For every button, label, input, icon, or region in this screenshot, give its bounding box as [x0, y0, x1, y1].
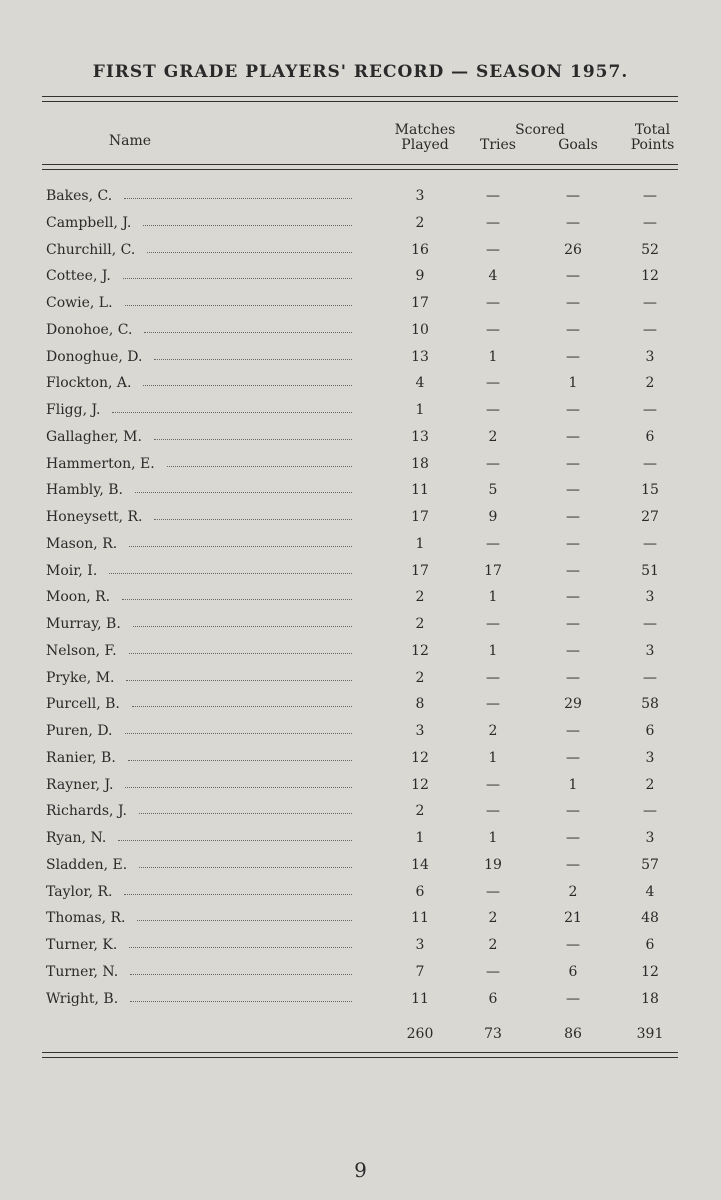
- total-points-cell: 57: [641, 856, 659, 873]
- total-points-cell: —: [643, 616, 657, 632]
- total-points-cell: —: [643, 803, 657, 820]
- goals-cell: —: [566, 455, 580, 472]
- matches-played-cell: 3: [415, 723, 425, 739]
- table-row: [0, 295, 721, 322]
- matches-played-cell: 13: [411, 428, 429, 445]
- tries-cell: —: [486, 616, 500, 632]
- total-points-cell: —: [643, 188, 657, 204]
- goals-cell: —: [566, 188, 580, 204]
- player-name: Campbell, J.: [46, 214, 132, 231]
- header-scored: Scored: [515, 122, 565, 138]
- matches-played-cell: 1: [415, 535, 425, 552]
- goals-cell: 1: [568, 375, 578, 392]
- total-points-cell: —: [643, 321, 657, 338]
- tries-cell: 1: [488, 642, 498, 659]
- tries-cell: 19: [484, 856, 502, 873]
- total-points: 391: [636, 1026, 664, 1042]
- table-row: [0, 670, 721, 697]
- dot-leader: [129, 947, 352, 948]
- table-row: [0, 803, 721, 830]
- tries-cell: —: [486, 455, 500, 472]
- matches-played-cell: 2: [415, 803, 425, 820]
- table-row: [0, 429, 721, 456]
- tries-cell: 1: [488, 589, 498, 606]
- dot-leader: [132, 706, 352, 707]
- player-name: Pryke, M.: [46, 669, 115, 686]
- table-row: [0, 536, 721, 563]
- matches-played-cell: 11: [411, 482, 429, 499]
- total-points-cell: 27: [641, 509, 659, 525]
- table-row: [0, 830, 721, 857]
- table-row: [0, 375, 721, 402]
- total-goals: 86: [564, 1026, 582, 1042]
- tries-cell: 2: [488, 910, 498, 927]
- total-points-cell: 3: [645, 589, 655, 606]
- total-points-cell: 6: [645, 723, 655, 739]
- table-row: [0, 991, 721, 1018]
- total-played: 260: [406, 1026, 434, 1042]
- goals-cell: —: [566, 589, 580, 606]
- total-points-cell: —: [643, 455, 657, 472]
- table-row: [0, 563, 721, 590]
- tries-cell: —: [486, 535, 500, 552]
- player-name: Purcell, B.: [46, 696, 120, 713]
- dot-leader: [137, 920, 352, 921]
- goals-cell: —: [566, 295, 580, 311]
- table-row: [0, 723, 721, 750]
- goals-cell: 29: [564, 696, 582, 713]
- table-row: [0, 215, 721, 242]
- tries-cell: 5: [488, 482, 498, 499]
- tries-cell: —: [486, 188, 500, 204]
- tries-cell: 1: [488, 830, 498, 846]
- player-name: Gallagher, M.: [46, 428, 142, 445]
- dot-leader: [154, 439, 352, 440]
- matches-played-cell: 9: [415, 268, 425, 285]
- tries-cell: 17: [484, 562, 502, 579]
- dot-leader: [125, 305, 352, 306]
- dot-leader: [130, 974, 352, 975]
- matches-played-cell: 14: [411, 856, 429, 873]
- matches-played-cell: 2: [415, 214, 425, 231]
- player-name: Mason, R.: [46, 535, 118, 552]
- tries-cell: 2: [488, 937, 498, 953]
- dot-leader: [129, 546, 352, 547]
- tries-cell: —: [486, 803, 500, 820]
- total-points-cell: 3: [645, 749, 655, 766]
- matches-played-cell: 13: [411, 348, 429, 365]
- dot-leader: [133, 626, 352, 627]
- totals-row: [0, 1026, 721, 1053]
- matches-played-cell: 10: [411, 321, 429, 338]
- matches-played-cell: 11: [411, 910, 429, 927]
- matches-played-cell: 12: [411, 749, 429, 766]
- header-tries: Tries: [480, 137, 516, 153]
- tries-cell: —: [486, 295, 500, 311]
- goals-cell: —: [566, 616, 580, 632]
- footer-rule: [42, 1052, 678, 1053]
- tries-cell: —: [486, 776, 500, 793]
- player-name: Honeysett, R.: [46, 509, 143, 525]
- dot-leader: [139, 813, 352, 814]
- tries-cell: —: [486, 375, 500, 392]
- goals-cell: —: [566, 990, 580, 1007]
- matches-played-cell: 1: [415, 830, 425, 846]
- table-row: [0, 456, 721, 483]
- matches-played-cell: 4: [415, 375, 425, 392]
- dot-leader: [129, 653, 352, 654]
- dot-leader: [143, 225, 352, 226]
- footer-rule-second: [42, 1057, 678, 1058]
- matches-played-cell: 16: [411, 241, 429, 258]
- total-points-cell: 48: [641, 910, 659, 927]
- player-name: Turner, K.: [46, 937, 118, 953]
- goals-cell: —: [566, 348, 580, 365]
- dot-leader: [123, 278, 352, 279]
- table-row: [0, 777, 721, 804]
- header-total-line2: Points: [630, 137, 675, 153]
- page-number: 9: [354, 1158, 367, 1182]
- total-tries: 73: [484, 1026, 502, 1042]
- goals-cell: —: [566, 723, 580, 739]
- dot-leader: [109, 573, 352, 574]
- player-name: Hambly, B.: [46, 482, 123, 499]
- dot-leader: [147, 252, 352, 253]
- table-row: [0, 937, 721, 964]
- table-row: [0, 482, 721, 509]
- total-points-cell: 12: [641, 963, 659, 980]
- total-points-cell: —: [643, 669, 657, 686]
- dot-leader: [139, 867, 352, 868]
- goals-cell: —: [566, 535, 580, 552]
- tries-cell: 2: [488, 428, 498, 445]
- table-row: [0, 696, 721, 723]
- dot-leader: [143, 385, 352, 386]
- dot-leader: [118, 840, 352, 841]
- player-name: Richards, J.: [46, 803, 127, 820]
- player-name: Taylor, R.: [46, 883, 113, 900]
- table-row: [0, 964, 721, 991]
- matches-played-cell: 6: [415, 883, 425, 900]
- dot-leader: [128, 760, 352, 761]
- table-row: [0, 349, 721, 376]
- total-points-cell: —: [643, 402, 657, 418]
- goals-cell: —: [566, 321, 580, 338]
- table-row: [0, 188, 721, 215]
- player-name: Donohoe, C.: [46, 321, 133, 338]
- tries-cell: 1: [488, 749, 498, 766]
- tries-cell: 2: [488, 723, 498, 739]
- matches-played-cell: 17: [411, 509, 429, 525]
- total-points-cell: 15: [641, 482, 659, 499]
- table-row: [0, 322, 721, 349]
- matches-played-cell: 2: [415, 589, 425, 606]
- matches-played-cell: 11: [411, 990, 429, 1007]
- player-name: Thomas, R.: [46, 910, 126, 927]
- header-goals: Goals: [558, 137, 598, 153]
- dot-leader: [130, 1001, 352, 1002]
- dot-leader: [144, 332, 352, 333]
- tries-cell: —: [486, 321, 500, 338]
- table-row: [0, 268, 721, 295]
- player-name: Cottee, J.: [46, 268, 111, 285]
- total-points-cell: —: [643, 535, 657, 552]
- dot-leader: [154, 359, 352, 360]
- player-name: Hammerton, E.: [46, 455, 155, 472]
- tries-cell: —: [486, 963, 500, 980]
- table-row: [0, 242, 721, 269]
- player-name: Rayner, J.: [46, 776, 114, 793]
- player-name: Moon, R.: [46, 589, 111, 606]
- tries-cell: —: [486, 669, 500, 686]
- player-name: Cowie, L.: [46, 295, 113, 311]
- total-points-cell: 6: [645, 937, 655, 953]
- tries-cell: —: [486, 883, 500, 900]
- matches-played-cell: 12: [411, 642, 429, 659]
- table-row: [0, 884, 721, 911]
- dot-leader: [124, 894, 352, 895]
- player-name: Ranier, B.: [46, 749, 116, 766]
- goals-cell: —: [566, 268, 580, 285]
- dot-leader: [122, 599, 352, 600]
- goals-cell: —: [566, 482, 580, 499]
- table-row: [0, 616, 721, 643]
- total-points-cell: 4: [645, 883, 655, 900]
- dot-leader: [112, 412, 352, 413]
- goals-cell: 6: [568, 963, 578, 980]
- total-points-cell: 58: [641, 696, 659, 713]
- goals-cell: —: [566, 669, 580, 686]
- dot-leader: [167, 466, 352, 467]
- tries-cell: —: [486, 214, 500, 231]
- header-matches-line1: Matches: [394, 122, 456, 138]
- dot-leader: [124, 198, 352, 199]
- tries-cell: 4: [488, 268, 498, 285]
- header-rule-top-second: [42, 101, 678, 102]
- total-points-cell: 3: [645, 642, 655, 659]
- goals-cell: 21: [564, 910, 582, 927]
- goals-cell: —: [566, 562, 580, 579]
- goals-cell: —: [566, 803, 580, 820]
- dot-leader: [125, 787, 352, 788]
- total-points-cell: 3: [645, 348, 655, 365]
- total-points-cell: 52: [641, 241, 659, 258]
- total-points-cell: 2: [645, 776, 655, 793]
- table-row: [0, 643, 721, 670]
- page-title: FIRST GRADE PLAYERS' RECORD — SEASON 1957.: [92, 62, 629, 82]
- header-matches-line2: Played: [401, 137, 449, 153]
- header-total: [615, 123, 690, 153]
- header-rule-top: [42, 96, 678, 97]
- player-name: Flockton, A.: [46, 375, 132, 392]
- goals-cell: —: [566, 937, 580, 953]
- dot-leader: [135, 492, 352, 493]
- header-matches: [385, 123, 465, 153]
- matches-played-cell: 8: [415, 696, 425, 713]
- matches-played-cell: 3: [415, 188, 425, 204]
- goals-cell: 1: [568, 776, 578, 793]
- goals-cell: —: [566, 428, 580, 445]
- player-name: Bakes, C.: [46, 188, 113, 204]
- total-points-cell: 2: [645, 375, 655, 392]
- dot-leader: [154, 519, 352, 520]
- player-name: Donoghue, D.: [46, 348, 143, 365]
- goals-cell: —: [566, 856, 580, 873]
- goals-cell: 26: [564, 241, 582, 258]
- goals-cell: —: [566, 642, 580, 659]
- player-name: Murray, B.: [46, 616, 121, 632]
- tries-cell: 1: [488, 348, 498, 365]
- total-points-cell: 51: [641, 562, 659, 579]
- total-points-cell: —: [643, 214, 657, 231]
- goals-cell: —: [566, 749, 580, 766]
- tries-cell: —: [486, 241, 500, 258]
- player-name: Moir, I.: [46, 562, 98, 579]
- player-name: Churchill, C.: [46, 241, 136, 258]
- player-name: Wright, B.: [46, 990, 119, 1007]
- dot-leader: [126, 680, 352, 681]
- table-row: [0, 750, 721, 777]
- total-points-cell: 3: [645, 830, 655, 846]
- header-total-line1: Total: [634, 122, 671, 138]
- goals-cell: —: [566, 509, 580, 525]
- table-row: [0, 402, 721, 429]
- matches-played-cell: 3: [415, 937, 425, 953]
- header-rule-bottom: [42, 164, 678, 165]
- matches-played-cell: 2: [415, 616, 425, 632]
- header-rule-bottom-second: [42, 169, 678, 170]
- total-points-cell: 12: [641, 268, 659, 285]
- header-name: Name: [108, 133, 152, 149]
- table-row: [0, 910, 721, 937]
- matches-played-cell: 17: [411, 295, 429, 311]
- total-points-cell: 6: [645, 428, 655, 445]
- matches-played-cell: 18: [411, 455, 429, 472]
- tries-cell: 6: [488, 990, 498, 1007]
- matches-played-cell: 12: [411, 776, 429, 793]
- goals-cell: —: [566, 402, 580, 418]
- matches-played-cell: 17: [411, 562, 429, 579]
- dot-leader: [125, 733, 352, 734]
- player-name: Sladden, E.: [46, 856, 128, 873]
- table-row: [0, 509, 721, 536]
- goals-cell: —: [566, 214, 580, 231]
- player-name: Turner, N.: [46, 963, 119, 980]
- tries-cell: 9: [488, 509, 498, 525]
- player-name: Fligg, J.: [46, 402, 101, 418]
- total-points-cell: 18: [641, 990, 659, 1007]
- total-points-cell: —: [643, 295, 657, 311]
- matches-played-cell: 1: [415, 402, 425, 418]
- tries-cell: —: [486, 402, 500, 418]
- player-name: Nelson, F.: [46, 642, 117, 659]
- matches-played-cell: 2: [415, 669, 425, 686]
- player-name: Ryan, N.: [46, 830, 107, 846]
- matches-played-cell: 7: [415, 963, 425, 980]
- goals-cell: 2: [568, 883, 578, 900]
- table-row: [0, 589, 721, 616]
- player-name: Puren, D.: [46, 723, 113, 739]
- table-row: [0, 857, 721, 884]
- goals-cell: —: [566, 830, 580, 846]
- tries-cell: —: [486, 696, 500, 713]
